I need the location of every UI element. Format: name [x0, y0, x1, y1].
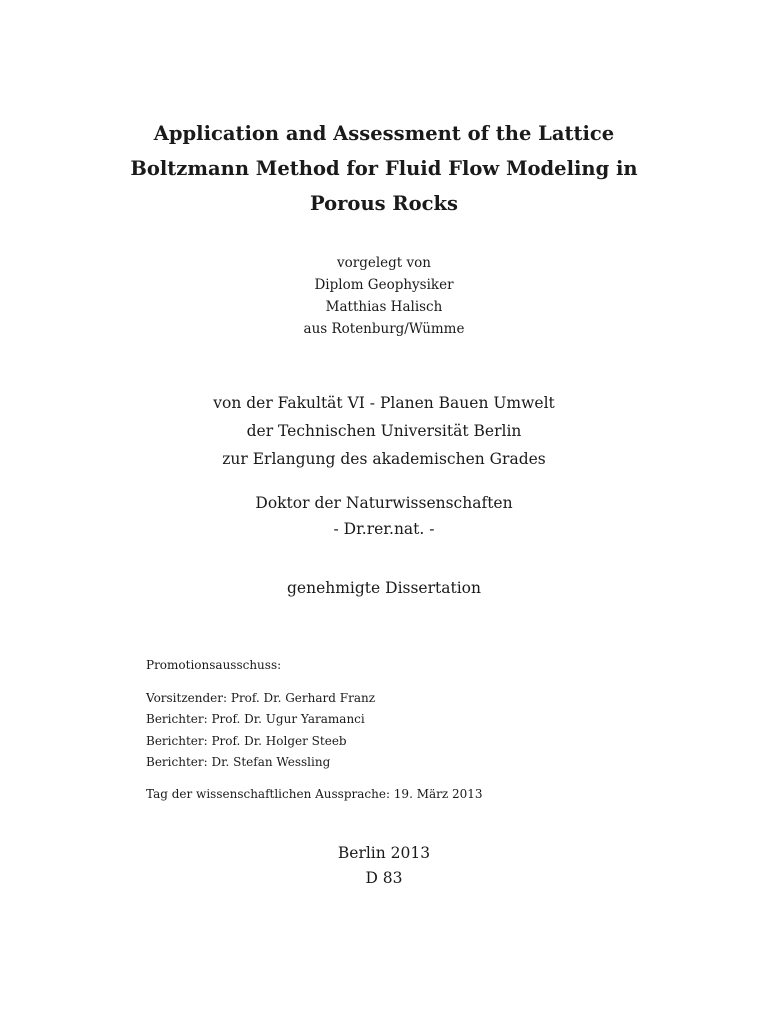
- title-line-3: Porous Rocks: [310, 192, 458, 215]
- defense-date: Tag der wissenschaftlichen Aussprache: 19. März 2013: [146, 786, 483, 801]
- faculty-line-2: der Technischen Universität Berlin: [246, 422, 522, 440]
- title-line-2: Boltzmann Method for Fluid Flow Modeling in: [130, 157, 638, 180]
- degree-block: [0, 490, 768, 542]
- author-name: Matthias Halisch: [325, 299, 443, 315]
- place-block: [0, 841, 768, 891]
- faculty-line-3: zur Erlangung des akademischen Grades: [222, 450, 546, 468]
- faculty-line-1: von der Fakultät VI - Planen Bauen Umwelt: [213, 394, 555, 412]
- author-degree: Diplom Geophysiker: [314, 277, 454, 293]
- title-line-1: Application and Assessment of the Lattice: [153, 122, 615, 145]
- committee-member: Berichter: Dr. Stefan Wessling: [146, 755, 331, 769]
- presented-by: vorgelegt von: [337, 255, 431, 271]
- committee-member: Berichter: Prof. Dr. Holger Steeb: [146, 733, 347, 748]
- approval-text: genehmigte Dissertation: [287, 579, 481, 597]
- author-block: [0, 252, 768, 340]
- committee-heading: Promotionsausschuss:: [146, 658, 282, 672]
- degree-name: Doktor der Naturwissenschaften: [255, 494, 513, 512]
- committee-member: Berichter: Prof. Dr. Ugur Yaramanci: [146, 712, 365, 726]
- faculty-block: [0, 389, 768, 473]
- thesis-title: [0, 116, 768, 221]
- committee-member: Vorsitzender: Prof. Dr. Gerhard Franz: [146, 690, 376, 705]
- city-year: Berlin 2013: [337, 844, 431, 862]
- degree-abbrev: - Dr.rer.nat. -: [333, 520, 435, 538]
- committee-block: [146, 655, 483, 805]
- university-code: D 83: [365, 869, 403, 887]
- author-origin: aus Rotenburg/Wümme: [303, 321, 465, 337]
